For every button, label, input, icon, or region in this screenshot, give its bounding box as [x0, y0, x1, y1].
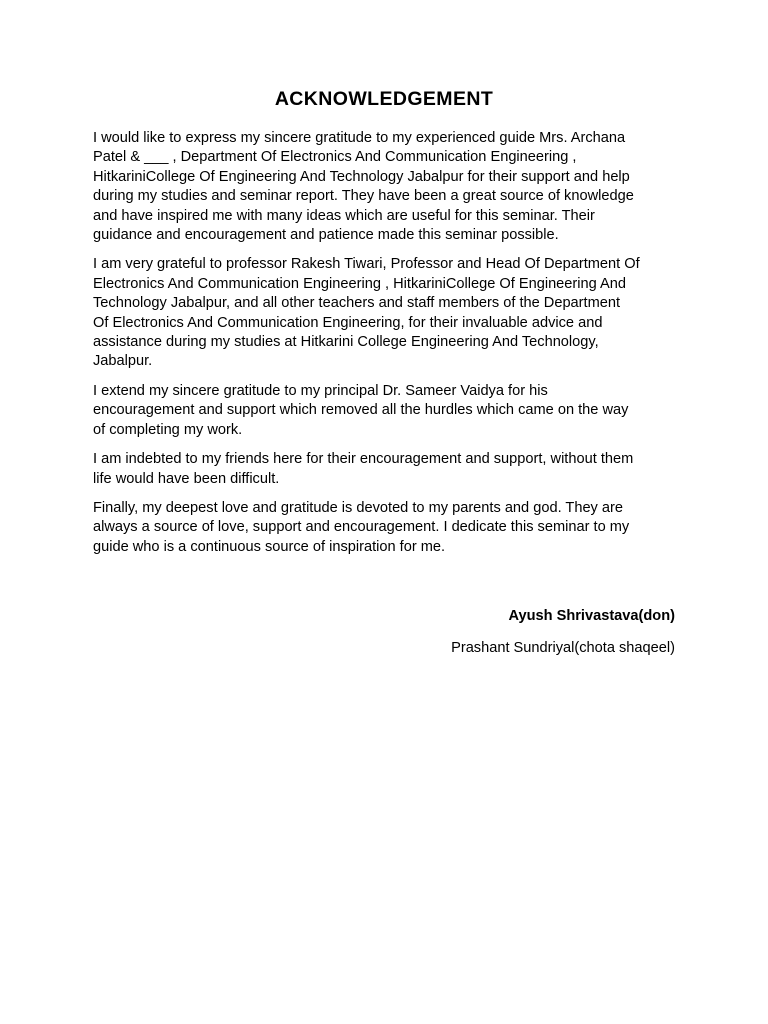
- paragraph-principal: [93, 382, 683, 440]
- text-line: I extend my sincere gratitude to my principal Dr. Sameer Vaidya for his: [93, 382, 548, 399]
- text-line: of completing my work.: [93, 421, 243, 438]
- text-line: Electronics And Communication Engineering , HitkariniCollege Of Engineering And: [93, 275, 626, 292]
- text-line: HitkariniCollege Of Engineering And Technology Jabalpur for their support and help: [93, 168, 630, 185]
- document-body: [93, 129, 683, 567]
- text-line: I am very grateful to professor Rakesh Tiwari, Professor and Head Of Department Of: [93, 256, 640, 273]
- text-line: and have inspired me with many ideas which are useful for this seminar. Their: [93, 207, 595, 224]
- paragraph-guide: [93, 129, 683, 245]
- text-line: Finally, my deepest love and gratitude is devoted to my parents and god. They are: [93, 499, 624, 516]
- signature-name-secondary: Prashant Sundriyal(chota shaqeel): [451, 640, 675, 656]
- text-line: Technology Jabalpur, and all other teachers and staff members of the Department: [93, 295, 621, 312]
- paragraph-parents: [93, 499, 683, 557]
- text-line: Jabalpur.: [93, 353, 153, 370]
- paragraph-friends: [93, 450, 683, 489]
- text-line: I would like to express my sincere gratitude to my experienced guide Mrs. Archana: [93, 130, 626, 146]
- text-line: guide who is a continuous source of inspiration for me.: [93, 538, 446, 555]
- document-title: ACKNOWLEDGEMENT: [274, 88, 494, 110]
- signature-name-primary: Ayush Shrivastava(don): [508, 608, 675, 624]
- text-line: guidance and encouragement and patience made this seminar possible.: [93, 227, 559, 244]
- text-line: life would have been difficult.: [93, 470, 280, 487]
- text-line: encouragement and support which removed all the hurdles which came on the way: [93, 402, 629, 419]
- text-line: assistance during my studies at Hitkarini College Engineering And Technology,: [93, 334, 599, 351]
- text-line: Patel & ___ , Department Of Electronics And Communication Engineering ,: [93, 149, 577, 166]
- paragraph-professor: [93, 255, 683, 371]
- text-line: I am indebted to my friends here for their encouragement and support, without them: [93, 451, 634, 468]
- text-line: always a source of love, support and encouragement. I dedicate this seminar to my: [93, 519, 630, 536]
- text-line: Of Electronics And Communication Engineering, for their invaluable advice and: [93, 314, 603, 331]
- text-line: during my studies and seminar report. They have been a great source of knowledge: [93, 188, 634, 205]
